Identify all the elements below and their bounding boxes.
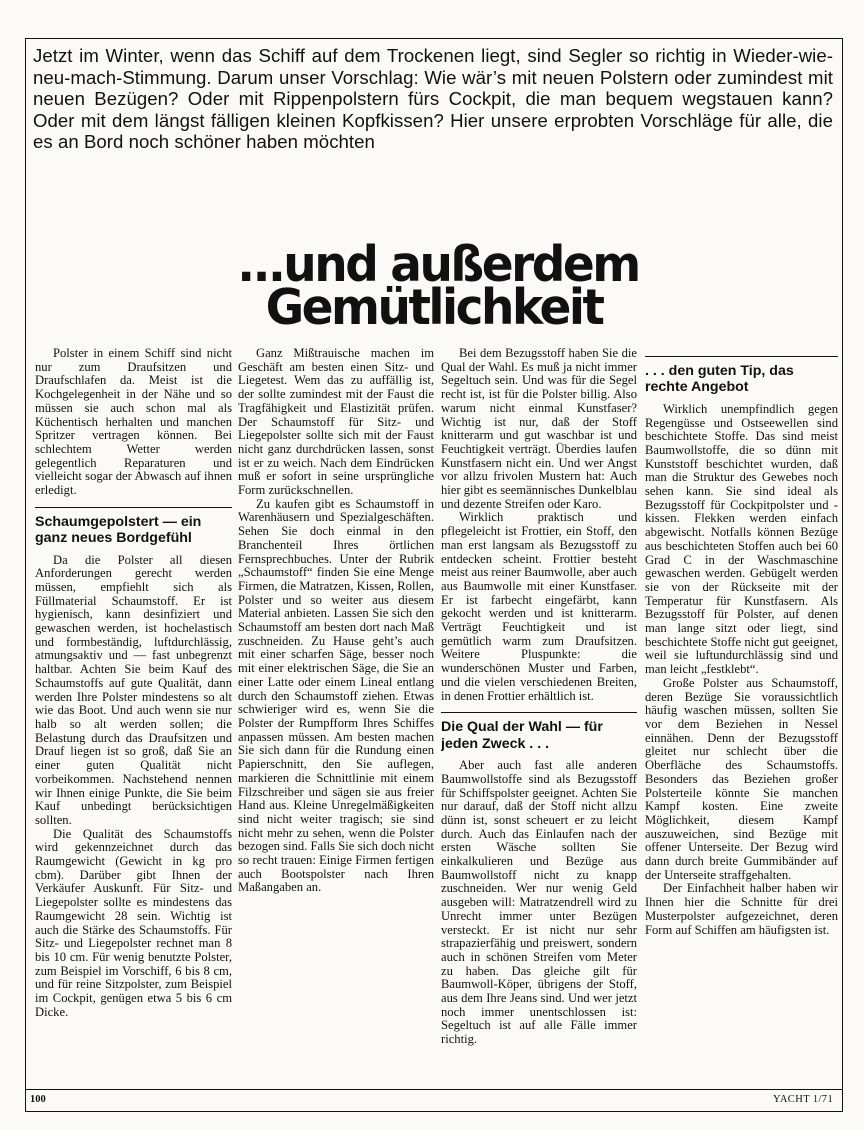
- column-3: [441, 347, 637, 1077]
- headline-line-2: Gemütlichkeit: [265, 278, 603, 337]
- paragraph: Der Einfachheit halber haben wir Ihnen hier die Schnitte für drei Musterpolster aufgezeichnet, deren Form auf Schiffen am häufigsten ist.: [645, 881, 838, 937]
- paragraph: Die Qualität des Schaumstoffs wird gekennzeichnet durch das Raumgewicht (Gewicht in kg pro cbm). Darüber gibt Ihnen der Verkäufer Auskunft. Für Sitz- und Liegepolster sollte es mindestens das Raumgewicht 28 sein. Wichtig ist auch die Stärke des Schaumstoffs. Für Sitz- und Liegepolster rechnet man 8 bis 10 cm. Für wenig benutzte Polster, zum Beispiel im Vorschiff, 6 bis 8 cm, und für reine Sitzpolster, zum Beispiel im Cockpit, genügen etwa 5 bis 6 cm Dicke.: [35, 826, 232, 1019]
- paragraph: Zu kaufen gibt es Schaumstoff in Warenhäusern und Spezialgeschäften. Sehen Sie doch einmal in den Branchenteil Ihres örtlichen Fernsprechbuches. Unter der Rubrik „Schaumstoff“ finden Sie eine Menge Firmen, die Matratzen, Kissen, Rollen, Polster und so weiter aus diesem Material anbieten. Lassen Sie sich den Schaumstoff am besten dort nach Maß zuschneiden. Zu Hause geht’s auch mit einer scharfen Säge, besser noch mit einer elektrischen Säge, die Sie an einer Latte oder einem Lineal entlang durch den Schaumstoff ziehen. Etwas schwieriger wird es, wenn Sie die Polster der Rumpfform Ihres Schiffes anpassen müssen. Am besten machen Sie sich dann für die Rundung einen Papierschnitt, den Sie auflegen, markieren die Schnittlinie mit einem Filzschreiber und sägen sie aus freier Hand aus. Kleine Unregelmäßigkeiten sind nicht weiter tragisch; sie sind nicht mehr zu sehen, wenn die Polster bezogen sind. Falls Sie sich doch nicht so recht trauen: Einige Firmen fertigen auch Bootspolster nach Ihren Maßangaben an.: [238, 496, 434, 895]
- intro-text: Jetzt im Winter, wenn das Schiff auf dem Trockenen liegt, sind Segler so richtig in Wieder-wie-neu-mach-Stimmung. Darum unser Vorschlag: Wie wär’s mit neuen Polstern oder zumindest mit neuen Bezügen? Oder mit Rippenpolstern fürs Cockpit, die man bequem wegstauen kann? Oder mit dem längst fälligen kleinen Kopfkissen? Hier unsere erprobten Vorschläge für alle, die es an Bord noch schöner haben möchten: [33, 45, 833, 152]
- column-2: [238, 347, 434, 1077]
- paragraph: Große Polster aus Schaumstoff, deren Bezüge Sie voraussichtlich häufig waschen müssen, sollten Sie vor dem Beziehen in Nessel einnähen. Denn der Bezugsstoff gleitet nur schlecht über die Oberfläche des Schaumstoffs. Besonders das Beziehen großer Polsterteile könnte Sie manchen Kampf kosten. Eine zweite Möglichkeit, diesem Kampf auszuweichen, sind Bezüge mit offener Unterseite. Der Bezug wird dann durch breite Gummibänder auf der Unterseite straffgehalten.: [645, 675, 838, 882]
- paragraph: Ganz Mißtrauische machen im Geschäft am besten einen Sitz- und Liegetest. Wem das zu auffällig ist, der sollte zumindest mit der Faust die Tragfähigkeit und Elastizität prüfen. Der Schaumstoff für Sitz- und Liegepolster sollte sich mit der Faust nicht ganz durchdrücken lassen, sonst ist er zu weich. Nach dem Eindrücken muß er sofort in seine ursprüngliche Form zurückschnellen.: [238, 347, 434, 498]
- column-1: [35, 347, 232, 1077]
- page-number: 100: [30, 1094, 46, 1105]
- footer-rule: [25, 1089, 843, 1090]
- subheading: . . . den guten Tip, das rechte Angebot: [645, 356, 838, 396]
- paragraph: Wirklich praktisch und pflegeleicht ist Frottier, ein Stoff, den man erst langsam als Bezugsstoff zu entdecken scheint. Frottier besteht meist aus reiner Baumwolle, aber auch aus Baumwolle mit einer Kunstfaser. Er ist farbecht eingefärbt, kann gekocht werden und ist knitterarm. Verträgt Feuchtigkeit und ist gemütlich warm zum Draufsitzen. Weitere Pluspunkte: die wunderschönen Muster und Farben, und die vielen verschiedenen Breiten, in denen Frottier erhältlich ist.: [441, 510, 637, 703]
- paragraph: Polster in einem Schiff sind nicht nur zum Draufsitzen und Draufschlafen da. Meist ist die Kochgelegenheit in der Nähe und so müssen sie auch schon mal als Küchentisch herhalten und manchen Spritzer vertragen können. Bei schlechtem Wetter werden gelegentlich Reparaturen und vielleicht sogar der Abwasch auf ihnen erledigt.: [35, 347, 232, 498]
- issue-label: YACHT 1/71: [773, 1094, 834, 1105]
- headline-line-1: ...und außerdem: [237, 235, 639, 294]
- subheading: Schaumgepolstert — ein ganz neues Bordgefühl: [35, 507, 232, 547]
- paragraph: Wirklich unempfindlich gegen Regengüsse und Ostseewellen sind beschichtete Stoffe. Das sind meist Baumwollstoffe, die so dünn mit Kunststoff beschichtet wurden, daß man die Struktur des Gewebes noch sehen kann. Sie sind ideal als Bezugsstoff für Cockpitpolster und -kissen. Flekken werden einfach abgewischt. Notfalls können Bezüge aus beschichteten Stoffen auch bei 60 Grad C in der Waschmaschine gewaschen werden. Gebügelt werden sie von der Rückseite mit der Temperatur für Kunstfasern. Als Bezugsstoff für Polster, auf denen man lange sitzt oder liegt, sind beschichtete Stoffe nicht gut geeignet, weil sie luftundurchlässig sind und man leicht „festklebt“.: [645, 401, 838, 677]
- paragraph: Aber auch fast alle anderen Baumwollstoffe sind als Bezugsstoff für Schiffspolster geeignet. Achten Sie nur darauf, daß der Stoff nicht allzu dünn ist, sonst scheuert er zu leicht durch. Auch das Einlaufen nach der ersten Wäsche sollten Sie einkalkulieren und Bezüge aus Baumwollstoff nicht zu knapp zuschneiden. Wer nur wenig Geld ausgeben will: Matratzendrell wird zu Unrecht immer unter Bezügen versteckt. Er ist nicht nur sehr strapazierfähig und preiswert, sondern auch in schönen Streifen vom Meter zu haben. Das gleiche gilt für Baumwoll-Köper, übrigens der Stoff, aus dem Ihre Jeans sind. Und wer jetzt noch immer unentschlossen ist: Segeltuch ist auf alle Fälle immer richtig.: [441, 758, 637, 1047]
- paragraph: Da die Polster all diesen Anforderungen gerecht werden müssen, empfiehlt sich als Füllmaterial Schaumstoff. Er ist hygienisch, kann desinfiziert und gewaschen werden, ist hochelastisch und formbeständig, luftdurchlässig, atmungsaktiv und — fast unbegrenzt haltbar. Achten Sie beim Kauf des Schaumstoffs auf gute Qualität, dann werden Ihre Polster mindestens so alt wie das Boot. Und auch wenn sie nur halb so alt werden sollen; die Belastung durch das Draufsitzen und Drauf liegen ist so groß, daß Sie an einer guten Qualität nicht vorbeikommen. Nachstehend nennen wir Ihnen einige Punkte, die Sie beim Kauf unbedingt berücksichtigen sollten.: [35, 552, 232, 827]
- paragraph: Bei dem Bezugsstoff haben Sie die Qual der Wahl. Es muß ja nicht immer Segeltuch sein. Und was für die Segel recht ist, ist für die Polster billig. Also warum nicht einmal Kunstfaser? Wichtig ist nur, daß der Stoff knitterarm und gut waschbar ist und Feuchtigkeit verträgt. Überdies laufen Kunstfasern nicht ein. Und wer Angst vor allzu frivolen Mustern hat: Auch hier gibt es seemännisches Dunkelblau und dezente Streifen oder Karo.: [441, 347, 637, 511]
- column-4: [645, 347, 838, 1077]
- subheading: Die Qual der Wahl — für jeden Zweck . . .: [441, 712, 637, 752]
